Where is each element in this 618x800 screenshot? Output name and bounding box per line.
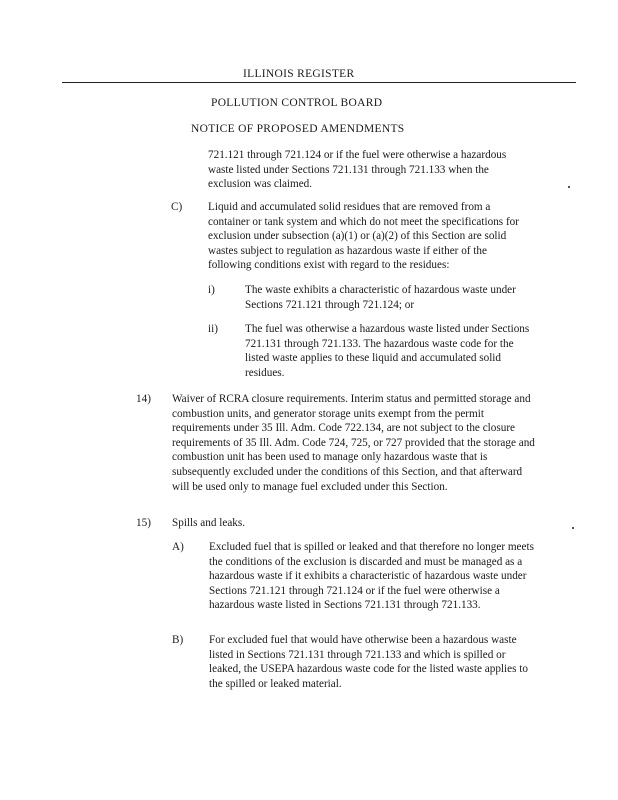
item-i-text: The waste exhibits a characteristic of hazardous waste under Sections 721.121 through 721.124; or (245, 284, 516, 311)
agency-title: POLLUTION CONTROL BOARD (211, 97, 383, 109)
scan-speck (568, 186, 570, 188)
item-ii-label: ii) (208, 323, 218, 335)
header-rule (62, 82, 576, 83)
subsection-c-text: Liquid and accumulated solid residues that are removed from a container or tank system and which do not meet the specifications for exclusion under subsection (a)(1) or (a)(2) of this Section are solid wastes subject to regulation as hazardous waste if either of the following conditions exist with regard to the residues: (208, 201, 519, 272)
subsection-b-label: B) (172, 634, 184, 646)
subsection-a-text: Excluded fuel that is spilled or leaked and that therefore no longer meets the conditions of the exclusion is discarded and must be managed as a hazardous waste if it exhibits a characteristic of hazardous waste under Sections 721.121 through 721.124 or if the fuel were otherwise a hazardous waste listed in Sections 721.131 through 721.133. (209, 541, 534, 612)
subsection-a-label: A) (172, 541, 184, 553)
continuation-text: 721.121 through 721.124 or if the fuel were otherwise a hazardous waste listed under Sections 721.131 through 721.133 when the exclusion was claimed. (208, 149, 507, 191)
paragraph-15-text: Spills and leaks. (172, 517, 246, 529)
notice-title: NOTICE OF PROPOSED AMENDMENTS (191, 123, 405, 135)
scan-speck (572, 527, 574, 529)
subsection-c-label: C) (171, 201, 183, 213)
paragraph-14-text: Waiver of RCRA closure requirements. Interim status and permitted storage and combustion units, and generator storage units exempt from the permit requirements under 35 Ill. Adm. Code 722.134, are not subject to the closure requirements of 35 Ill. Adm. Code 724, 725, or 727 provided that the storage and combustion unit has been used to manage only hazardous waste that is subsequently excluded under the conditions of this Section, and that afterward will be used only to manage fuel excluded under this Section. (172, 393, 535, 493)
subsection-b-text: For excluded fuel that would have otherwise been a hazardous waste listed in Sections 721.131 through 721.133 and which is spilled or leaked, the USEPA hazardous waste code for the listed waste applies to the spilled or leaked material. (209, 634, 528, 690)
paragraph-14-label: 14) (136, 393, 151, 405)
register-title: ILLINOIS REGISTER (243, 68, 355, 80)
paragraph-15-label: 15) (136, 517, 151, 529)
item-i-label: i) (208, 284, 215, 296)
item-ii-text: The fuel was otherwise a hazardous waste listed under Sections 721.131 through 721.133. The hazardous waste code for the listed waste applies to these liquid and accumulated solid residues. (245, 323, 530, 379)
